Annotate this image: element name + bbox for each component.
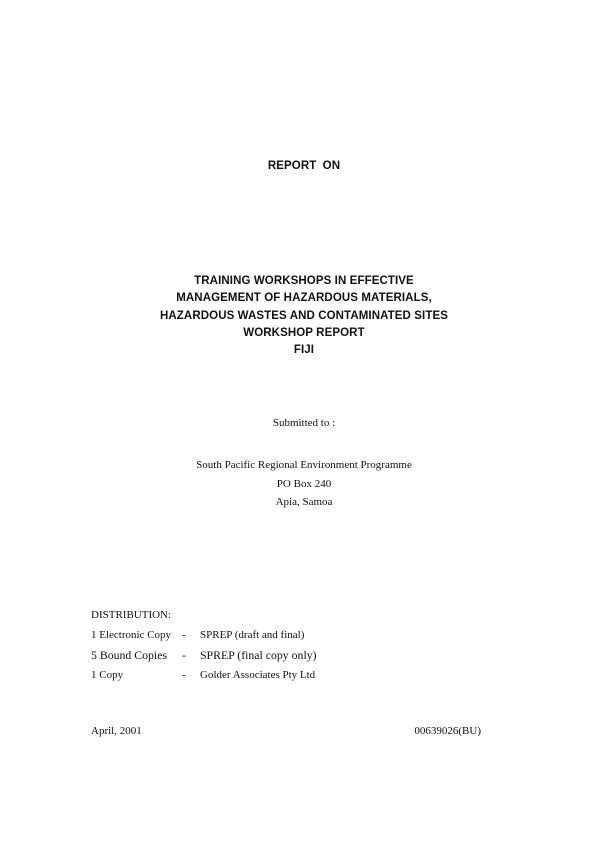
distribution-dash: - <box>182 629 186 641</box>
report-title <box>0 273 600 359</box>
address-line: South Pacific Regional Environment Programme <box>196 459 412 471</box>
distribution-list <box>91 605 511 685</box>
distribution-row <box>91 645 511 665</box>
distribution-quantity: 5 Bound Copies <box>91 648 168 662</box>
report-date: April, 2001 <box>91 725 142 737</box>
title-line: TRAINING WORKSHOPS IN EFFECTIVE <box>194 275 414 287</box>
title-line: MANAGEMENT OF HAZARDOUS MATERIALS, <box>176 292 432 305</box>
title-line: WORKSHOP REPORT <box>243 326 365 339</box>
submitted-to-label: Submitted to : <box>272 417 336 429</box>
report-heading: REPORT ON <box>267 160 341 172</box>
distribution-heading: DISTRIBUTION: <box>91 609 172 621</box>
distribution-quantity: 1 Copy <box>91 669 124 681</box>
distribution-row <box>91 625 511 645</box>
distribution-recipient: Golder Associates Pty Ltd <box>200 669 316 681</box>
title-line: HAZARDOUS WASTES AND CONTAMINATED SITES <box>160 309 448 322</box>
title-line: FIJI <box>293 344 315 357</box>
distribution-row <box>91 665 511 685</box>
distribution-recipient: SPREP (draft and final) <box>200 629 305 641</box>
address-line: Apia, Samoa <box>275 496 333 508</box>
report-reference-number: 00639026(BU) <box>414 725 481 737</box>
distribution-dash: - <box>182 648 186 662</box>
distribution-recipient: SPREP (final copy only) <box>200 648 317 662</box>
recipient-address <box>0 456 600 512</box>
distribution-quantity: 1 Electronic Copy <box>91 629 172 641</box>
address-line: PO Box 240 <box>276 477 332 490</box>
distribution-dash: - <box>182 669 186 681</box>
